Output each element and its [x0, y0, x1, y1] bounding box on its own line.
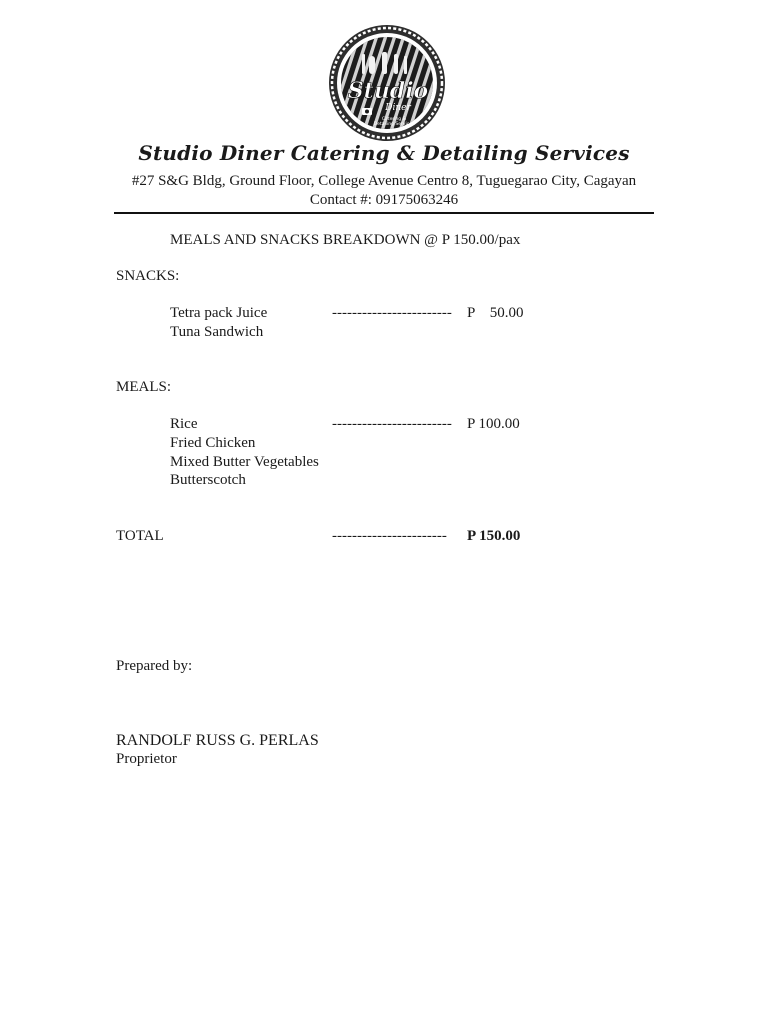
snacks-price: P 50.00	[467, 305, 524, 321]
meal-item: Rice	[170, 416, 198, 432]
header-divider	[114, 212, 654, 214]
company-contact: Contact #: 09175063246	[309, 192, 459, 208]
meals-leader-dashes: ------------------------	[332, 416, 452, 432]
svg-text:Catering &: Catering &	[381, 117, 407, 122]
prepared-by-label: Prepared by:	[116, 658, 193, 674]
svg-text:Detailing Services: Detailing Services	[373, 122, 415, 127]
studio-diner-logo	[322, 24, 452, 142]
meals-section-title: MEALS:	[116, 379, 172, 395]
snacks-section-title: SNACKS:	[116, 268, 180, 284]
breakdown-heading: MEALS AND SNACKS BREAKDOWN @ P 150.00/pax	[170, 232, 521, 248]
signatory-title: Proprietor	[116, 751, 177, 767]
snack-item: Tetra pack Juice	[170, 305, 268, 321]
total-price: P 150.00	[467, 528, 521, 544]
company-name: Studio Diner Catering & Detailing Services	[138, 141, 630, 165]
total-label: TOTAL	[116, 528, 164, 544]
svg-text:Studio: Studio	[347, 78, 429, 104]
meal-item: Butterscotch	[170, 472, 246, 488]
company-address: #27 S&G Bldg, Ground Floor, College Avenue Centro 8, Tuguegarao City, Cagayan	[131, 173, 637, 189]
meal-item: Fried Chicken	[170, 435, 256, 451]
snacks-leader-dashes: ------------------------	[332, 305, 452, 321]
snack-item: Tuna Sandwich	[170, 324, 264, 340]
total-leader-dashes: -----------------------	[332, 528, 447, 544]
meals-price: P 100.00	[467, 416, 520, 432]
meal-item: Mixed Butter Vegetables	[170, 454, 319, 470]
svg-text:Diner: Diner	[385, 103, 411, 113]
signatory-name: RANDOLF RUSS G. PERLAS	[116, 732, 319, 749]
